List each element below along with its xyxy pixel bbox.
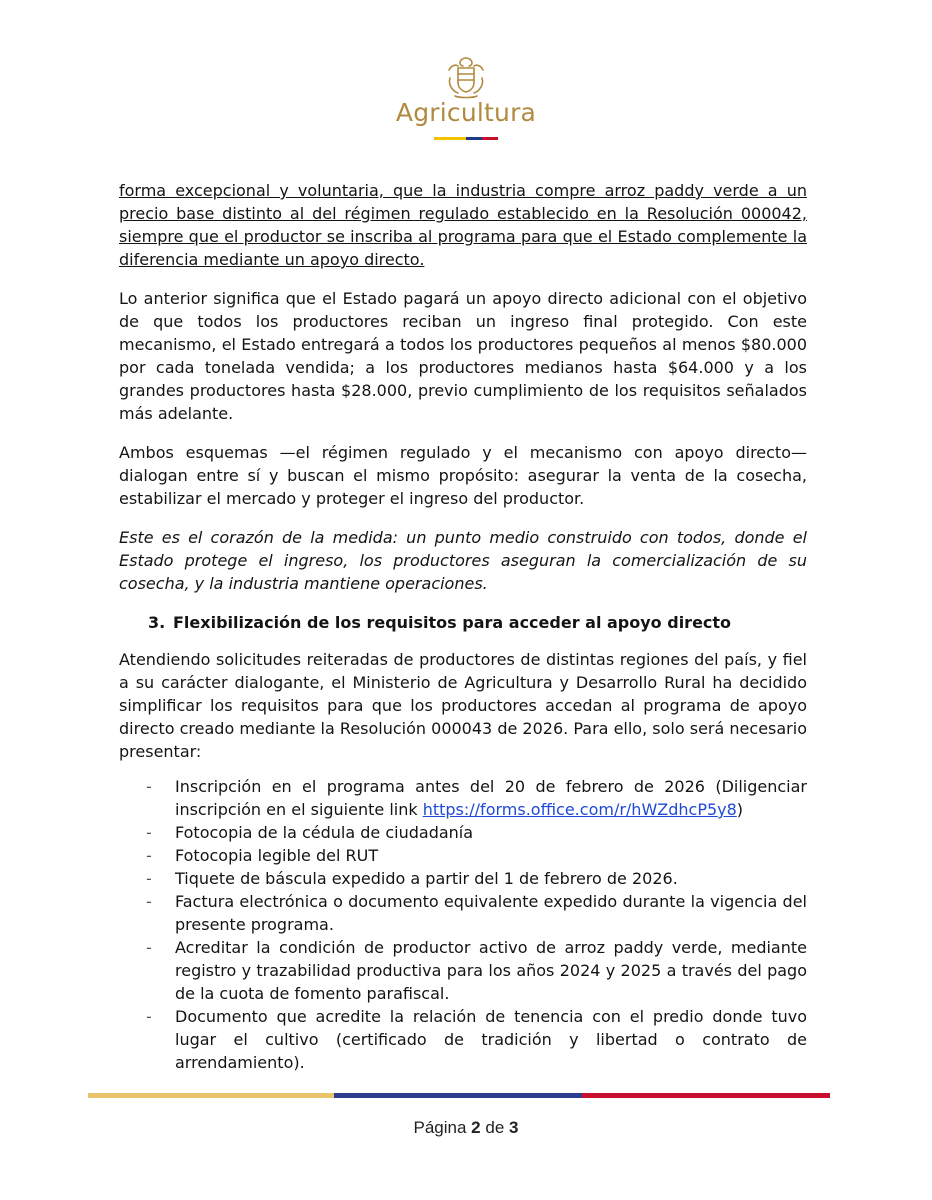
list-item: - Fotocopia de la cédula de ciudadanía bbox=[146, 823, 474, 842]
requirements-list bbox=[119, 775, 807, 1074]
page-number: Página 2 de 3 bbox=[413, 1118, 519, 1137]
section-title: Flexibilización de los requisitos para acceder al apoyo directo bbox=[173, 613, 732, 632]
coat-of-arms-icon bbox=[441, 52, 491, 102]
list-item: - Inscripción en el programa antes del 20 de febrero de 2026 (Diligenciar inscripción en el siguiente link https://forms.office.com/r/hWZdhcP5y8) bbox=[146, 777, 807, 819]
section-heading bbox=[148, 611, 807, 634]
flag-stripe bbox=[434, 137, 498, 140]
list-item: - Acreditar la condición de productor activo de arroz paddy verde, mediante registro y trazabilidad productiva para los años 2024 y 2025 a través del pago de la cuota de fomento parafiscal. bbox=[146, 938, 807, 1003]
document-body bbox=[119, 179, 807, 1074]
paragraph-schemes: Ambos esquemas —el régimen regulado y el mecanismo con apoyo directo— dialogan entre sí y buscan el mismo propósito: asegurar la venta de la cosecha, estabilizar el mercado y proteger el ingreso del productor. bbox=[119, 443, 807, 508]
registration-link[interactable]: https://forms.office.com/r/hWZdhcP5y8 bbox=[422, 800, 737, 819]
list-item: - Documento que acredite la relación de tenencia con el predio donde tuvo lugar el cultivo (certificado de tradición y libertad o contrato de arrendamiento). bbox=[146, 1007, 807, 1072]
paragraph-support: Lo anterior significa que el Estado pagará un apoyo directo adicional con el objetivo de que todos los productores reciban un ingreso final protegido. Con este mecanismo, el Estado entregará a todos los productores pequeños al menos $80.000 por cada tonelada vendida; a los productores medianos hasta $64.000 y a los grandes productores hasta $28.000, previo cumplimiento de los requisitos señalados más adelante. bbox=[119, 289, 807, 423]
brand-wordmark: Agricultura bbox=[395, 98, 537, 127]
paragraph-intro: forma excepcional y voluntaria, que la industria compre arroz paddy verde a un precio base distinto al del régimen regulado establecido en la Resolución 000042, siempre que el productor se inscriba al programa para que el Estado complemente la diferencia mediante un apoyo directo. bbox=[119, 181, 807, 269]
footer-color-bar bbox=[88, 1093, 830, 1098]
list-item: - Fotocopia legible del RUT bbox=[146, 846, 379, 865]
list-item: - Tiquete de báscula expedido a partir del 1 de febrero de 2026. bbox=[146, 869, 678, 888]
section-number: 3. bbox=[148, 613, 166, 632]
paragraph-summary: Este es el corazón de la medida: un punto medio construido con todos, donde el Estado protege el ingreso, los productores aseguran la comercialización de su cosecha, y la industria mantiene operaciones. bbox=[119, 528, 807, 593]
page-header bbox=[0, 0, 932, 160]
list-item: - Factura electrónica o documento equivalente expedido durante la vigencia del presente programa. bbox=[146, 892, 807, 934]
paragraph-requirements-intro: Atendiendo solicitudes reiteradas de productores de distintas regiones del país, y fiel a su carácter dialogante, el Ministerio de Agricultura y Desarrollo Rural ha decidido simplificar los requisitos para que los productores accedan al programa de apoyo directo creado mediante la Resolución 000043 de 2026. Para ello, solo será necesario presentar: bbox=[119, 650, 807, 761]
